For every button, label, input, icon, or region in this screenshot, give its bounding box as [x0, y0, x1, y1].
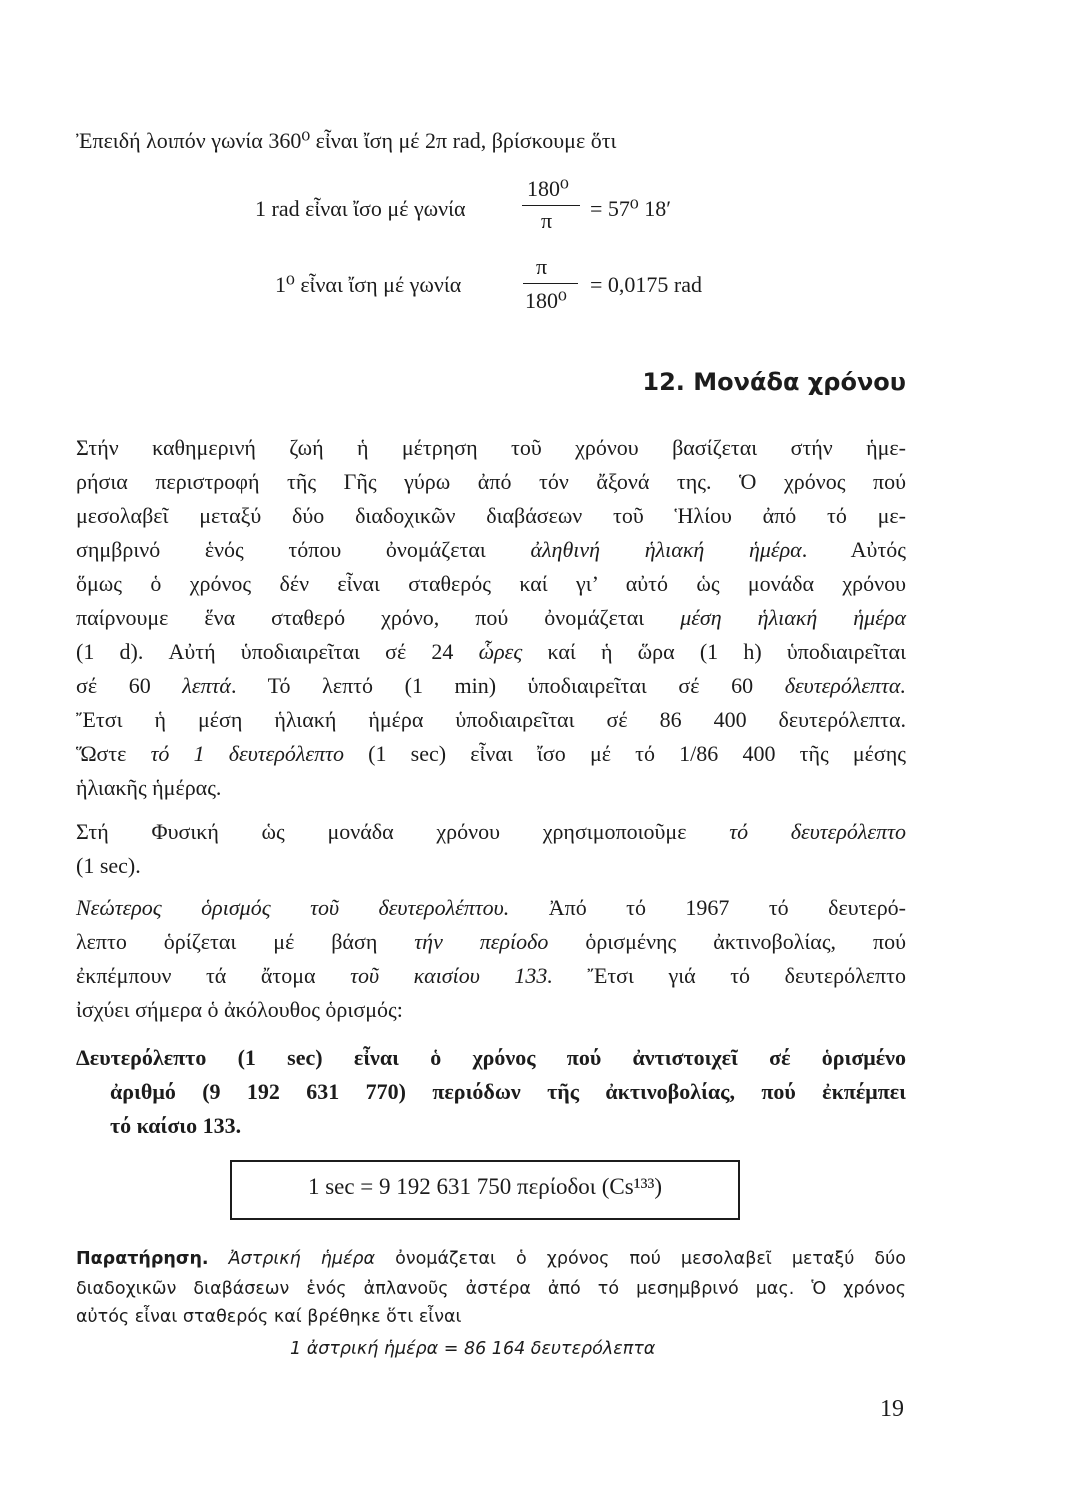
- para1-line-9: Ἔτσι ἡ μέση ἡλιακή ἡμέρα ὑποδιαιρεῖται σέ 86 400 δευτερόλεπτα.: [76, 707, 906, 732]
- para1-line-5: ὅμως ὁ χρόνος δέν εἶναι σταθερός καί γι’ αὐτό ὡς μονάδα χρόνου: [76, 571, 906, 596]
- note-line-3: αὐτός εἶναι σταθερός καί βρέθηκε ὅτι εἶναι: [76, 1307, 462, 1327]
- term-seconds: δευτερόλεπτα.: [784, 673, 906, 698]
- para1-line-8: σέ 60 λεπτά. Τό λεπτό (1 min) ὑποδιαιρεῖται σέ 60 δευτερόλεπτα.: [76, 673, 906, 698]
- para3-line-2: λεπτο ὁρίζεται μέ βάση τήν περίοδο ὁρισμένης ἀκτινοβολίας, πού: [76, 929, 906, 954]
- note-label: Παρατήρηση.: [76, 1249, 209, 1269]
- para1-line-11: ἡλιακῆς ἡμέρας.: [76, 775, 222, 800]
- section-heading: 12. Μονάδα χρόνου: [642, 368, 906, 396]
- boxed-formula-text: 1 sec = 9 192 631 750 περίοδοι (Cs¹³³): [307, 1174, 663, 1199]
- eq1-result: = 57⁰ 18′: [590, 196, 672, 221]
- term-minutes: λεπτά: [182, 673, 231, 698]
- para1-line-3: μεσολαβεῖ μεταξύ δύο διαδοχικῶν διαβάσεων τοῦ Ἡλίου ἀπό τό με-: [76, 503, 906, 528]
- term-hours: ὧρες: [478, 639, 523, 664]
- para3-line-4: ἰσχύει σήμερα ὁ ἀκόλουθος ὁρισμός:: [76, 997, 403, 1022]
- para1-line-10: Ὥστε τό 1 δευτερόλεπτο (1 sec) εἶναι ἴσο μέ τό 1/86 400 τῆς μέσης: [76, 741, 906, 766]
- definition-line-2: ἀριθμό (9 192 631 770) περιόδων τῆς ἀκτινοβολίας, πού ἐκπέμπει: [110, 1079, 906, 1104]
- term-sidereal-day: Ἀστρική ἡμέρα: [228, 1249, 376, 1269]
- term-the-second: τό δευτερόλεπτο: [729, 819, 906, 844]
- boxed-formula: [230, 1160, 740, 1220]
- para3-line-1: Νεώτερος ὁρισμός τοῦ δευτερολέπτου. Ἀπό τό 1967 τό δευτερό-: [76, 895, 906, 920]
- eq1-lhs: 1 rad εἶναι ἴσο μέ γωνία: [255, 196, 466, 221]
- para2-line-2: (1 sec).: [76, 853, 141, 878]
- eq2-denominator: 180⁰: [525, 288, 567, 313]
- eq2-fraction-bar: [523, 283, 578, 284]
- para2-line-1: Στή Φυσική ὡς μονάδα χρόνου χρησιμοποιοῦμε τό δευτερόλεπτο: [76, 819, 906, 844]
- definition-line-3: τό καίσιο 133.: [110, 1113, 242, 1138]
- eq1-denominator: π: [541, 208, 553, 233]
- eq2-lhs: 1⁰ εἶναι ἴση μέ γωνία: [275, 272, 462, 297]
- para1-line-7: (1 d). Αὐτή ὑποδιαιρεῖται σέ 24 ὧρες καί ἡ ὥρα (1 h) ὑποδιαιρεῖται: [76, 639, 906, 664]
- term-cesium-133: τοῦ καισίου 133.: [350, 963, 553, 988]
- para3-line-3: ἐκπέμπουν τά ἄτομα τοῦ καισίου 133. Ἔτσι γιά τό δευτερόλεπτο: [76, 963, 906, 988]
- note-line-2: διαδοχικῶν διαβάσεων ἑνός ἀπλανοῦς ἀστέρα ἀπό τό μεσημβρινό μας. Ὁ χρόνος: [76, 1279, 906, 1299]
- term-true-solar-day: ἀληθινή ἡλιακή ἡμέρα: [530, 537, 802, 562]
- eq2-numerator: π: [536, 254, 548, 279]
- term-one-second: τό 1 δευτερόλεπτο: [150, 741, 344, 766]
- eq1-numerator: 180⁰: [527, 176, 569, 201]
- para1-line-6: παίρνουμε ἕνα σταθερό χρόνο, πού ὀνομάζεται μέση ἡλιακή ἡμέρα: [76, 605, 906, 630]
- eq2-result: = 0,0175 rad: [590, 272, 702, 297]
- para1-line-1: Στήν καθημερινή ζωή ἡ μέτρηση τοῦ χρόνου βασίζεται στήν ἡμε-: [76, 435, 906, 460]
- term-mean-solar-day: μέση ἡλιακή ἡμέρα: [680, 605, 906, 630]
- para1-line-4: σημβρινό ἑνός τόπου ὀνομάζεται ἀληθινή ἡλιακή ἡμέρα. Αὐτός: [76, 537, 906, 562]
- eq1-fraction-bar: [522, 205, 580, 206]
- note-line-1: Παρατήρηση. Ἀστρική ἡμέρα ὀνομάζεται ὁ χρόνος πού μεσολαβεῖ μεταξύ δύο: [76, 1249, 906, 1269]
- para1-line-2: ρήσια περιστροφή τῆς Γῆς γύρω ἀπό τόν ἄξονά της. Ὁ χρόνος πού: [76, 469, 906, 494]
- note-formula: 1 ἀστρική ἡμέρα = 86 164 δευτερόλεπτα: [290, 1339, 656, 1359]
- term-period: τήν περίοδο: [414, 929, 549, 954]
- definition-line-1: Δευτερόλεπτο (1 sec) εἶναι ὁ χρόνος πού ἀντιστοιχεῖ σέ ὁρισμένο: [76, 1045, 906, 1070]
- subheading-new-definition: Νεώτερος ὁρισμός τοῦ δευτερολέπτου.: [76, 895, 510, 920]
- page-number: 19: [880, 1396, 904, 1422]
- intro-line: Ἐπειδή λοιπόν γωνία 360⁰ εἶναι ἴση μέ 2π rad, βρίσκουμε ὅτι: [76, 128, 617, 153]
